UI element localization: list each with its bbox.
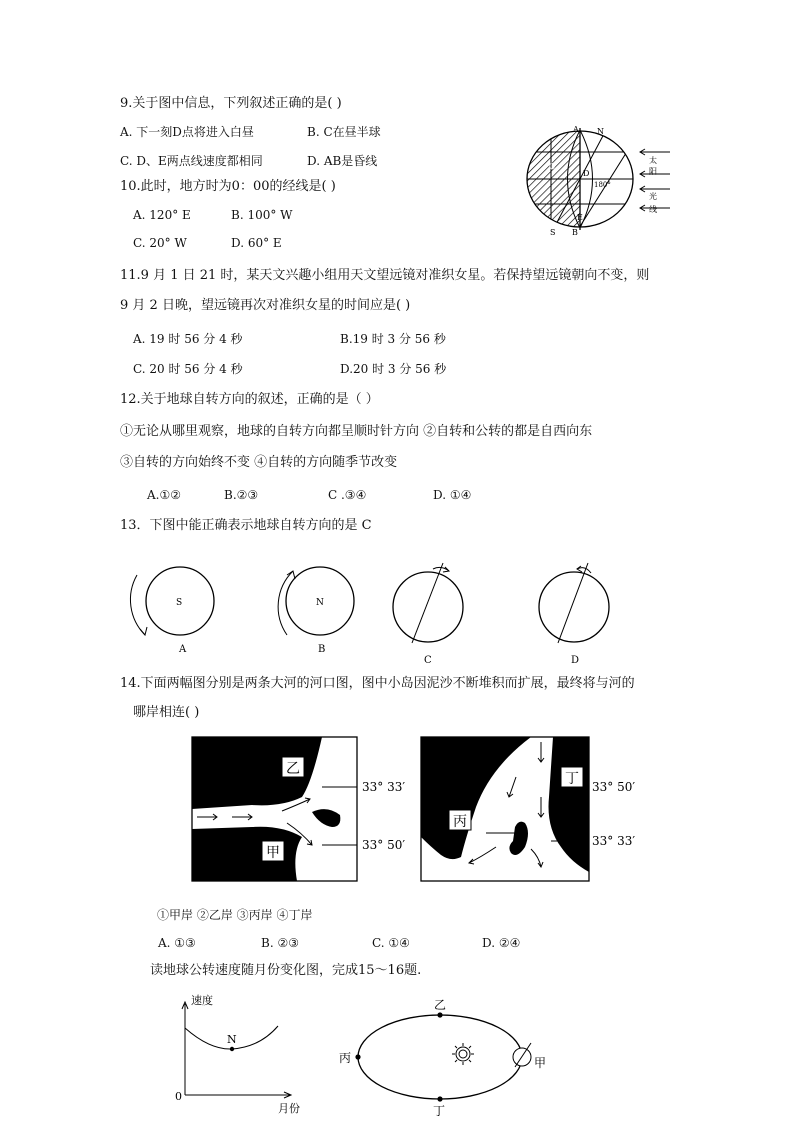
globe-label-c: C — [549, 162, 556, 171]
q12-statements-1: ①无论从哪里观察，地球的自转方向都呈顺时针方向 ②自转和公转的都是自西向东 — [120, 424, 593, 439]
bank-ding-label: 丁 — [565, 771, 579, 787]
orbit-diagram — [335, 995, 555, 1120]
intro-q15-16: 读地球公转速度随月份变化图，完成15～16题. — [150, 963, 422, 978]
q10-option-d: D. 60° E — [231, 236, 282, 250]
estuary-map-2 — [421, 737, 651, 883]
map1-lat-bottom: 33° 50′ — [362, 838, 406, 852]
figure-b — [278, 567, 354, 655]
q14-choices: ①甲岸 ②乙岸 ③丙岸 ④丁岸 — [157, 908, 313, 922]
q9-option-c: C. D、E两点线速度都相同 — [120, 154, 263, 168]
q11-option-b: B.19 时 3 分 56 秒 — [340, 332, 446, 346]
orbital-speed-chart — [170, 990, 320, 1115]
orbit-label-left: 丙 — [339, 1051, 352, 1065]
q14-option-c: C. ①④ — [372, 936, 410, 950]
q14-stem-line1: 14.下面两幅图分别是两条大河的河口图，图中小岛因泥沙不断堆积而扩展，最终将与河的 — [120, 676, 635, 691]
globe-figure — [515, 122, 675, 242]
q11-option-a: A. 19 时 56 分 4 秒 — [133, 332, 243, 346]
q14-option-a: A. ①③ — [158, 936, 196, 950]
orbit-label-bottom: 丁 — [433, 1104, 446, 1118]
q10-option-b: B. 100° W — [231, 208, 293, 222]
globe-label-d: D — [583, 169, 590, 178]
figure-c-label: C — [424, 655, 432, 666]
figure-d — [539, 563, 609, 666]
q12-option-a: A.①② — [147, 488, 181, 502]
night-hemisphere — [515, 122, 580, 242]
sun-label-3: 光 — [649, 192, 657, 201]
figure-d-label: D — [571, 655, 580, 666]
earth-icon — [513, 1043, 531, 1067]
q14-option-d: D. ②④ — [482, 936, 521, 950]
bank-yi-label: 乙 — [286, 761, 300, 777]
q13-stem: 13．下图中能正确表示地球自转方向的是 C — [120, 518, 372, 533]
q9-option-a: A. 下一刻D点将进入白昼 — [120, 125, 254, 139]
q12-statements-2: ③自转的方向始终不变 ④自转的方向随季节改变 — [120, 455, 398, 470]
figure-a — [130, 567, 214, 655]
q9-stem: 9.关于图中信息，下列叙述正确的是( ) — [120, 96, 342, 111]
map2-lat-bottom: 33° 33′ — [592, 834, 636, 848]
q11-stem-line1: 11.9 月 1 日 21 时，某天文兴趣小组用天文望远镜对准织女星。若保持望远镜朝向不变，则 — [120, 268, 650, 283]
orbit-ellipse — [358, 1015, 522, 1099]
figure-b-pole: N — [316, 598, 324, 608]
figure-a-pole: S — [176, 598, 183, 608]
map2-lat-top: 33° 50′ — [592, 780, 636, 794]
globe-label-e: E — [577, 213, 583, 222]
globe-label-b: B — [572, 228, 578, 237]
point-n-label: N — [227, 1033, 237, 1046]
sun-label-1: 太 — [649, 156, 657, 165]
q12-option-c: C .③④ — [328, 488, 367, 502]
estuary-map-1 — [192, 737, 417, 883]
q11-stem-line2: 9 月 2 日晚，望远镜再次对准织女星的时间应是( ) — [120, 298, 411, 313]
globe-label-s: S — [550, 228, 556, 237]
orbit-label-top: 乙 — [434, 998, 447, 1012]
chart-origin: 0 — [175, 1090, 182, 1103]
bank-jia-label: 甲 — [266, 845, 280, 861]
q14-stem-line2: 哪岸相连( ) — [133, 705, 200, 720]
chart-ylabel: 速度 — [191, 994, 213, 1007]
map1-lat-top: 33° 33′ — [362, 780, 406, 794]
rotation-figures — [115, 555, 615, 670]
q14-option-b: B. ②③ — [261, 936, 299, 950]
q12-stem: 12.关于地球自转方向的叙述，正确的是（ ） — [120, 392, 379, 407]
q11-option-d: D.20 时 3 分 56 秒 — [340, 362, 447, 376]
chart-xlabel: 月份 — [278, 1102, 300, 1115]
point-n — [230, 1047, 234, 1051]
figure-b-label: B — [318, 644, 326, 655]
q11-option-c: C. 20 时 56 分 4 秒 — [133, 362, 243, 376]
q10-stem: 10.此时，地方时为0：00的经线是( ) — [120, 179, 336, 194]
orbit-label-right: 甲 — [534, 1056, 547, 1070]
q9-option-b: B. C在昼半球 — [307, 125, 381, 139]
bank-bing-label: 丙 — [453, 814, 467, 830]
sun-label-4: 线 — [649, 205, 657, 214]
sun-label-2: 阳 — [649, 167, 657, 176]
figure-a-label: A — [179, 644, 187, 655]
figure-c — [393, 563, 463, 666]
q9-option-d: D. AB是昏线 — [307, 154, 378, 168]
q10-option-c: C. 20° W — [133, 236, 187, 250]
q12-option-b: B.②③ — [224, 488, 259, 502]
sun-icon — [452, 1043, 474, 1065]
globe-label-a: A — [573, 125, 579, 134]
q10-option-a: A. 120° E — [133, 208, 191, 222]
q12-option-d: D. ①④ — [433, 488, 472, 502]
globe-label-180: 180° — [594, 181, 611, 189]
globe-label-n: N — [597, 127, 604, 136]
